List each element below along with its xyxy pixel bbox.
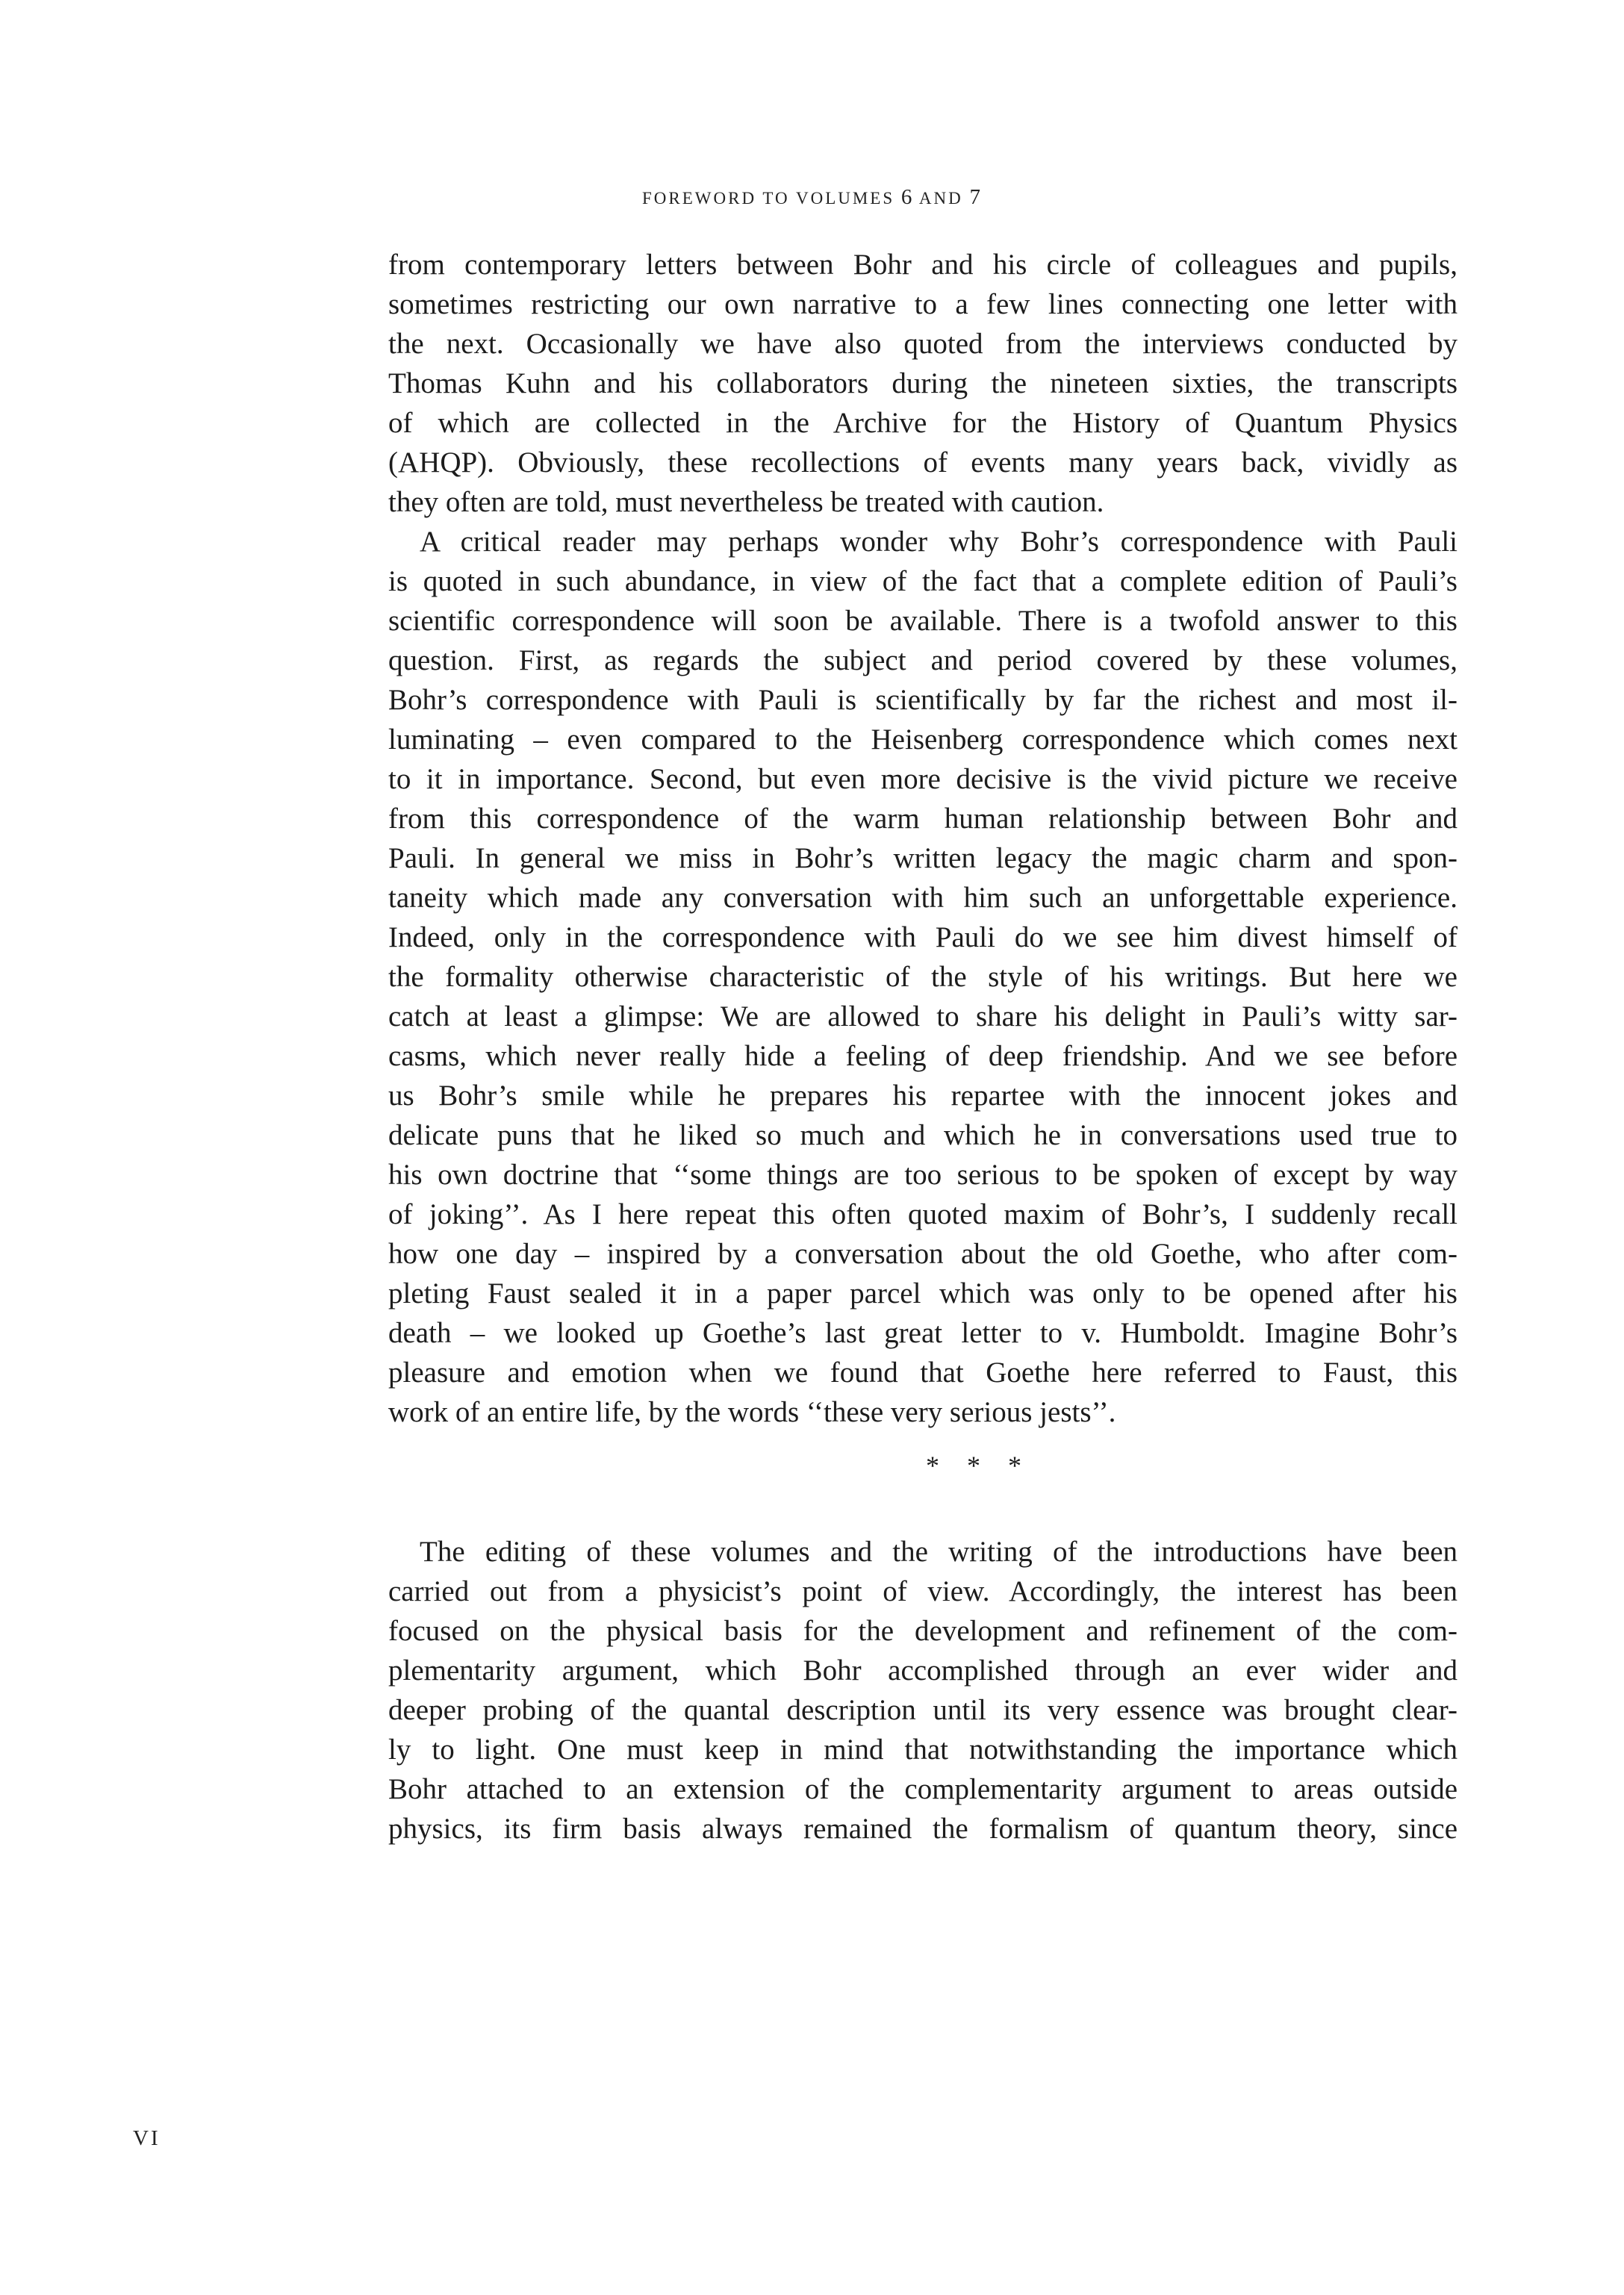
text-line: Bohr’s correspondence with Pauli is scientifically by far the richest and most il- xyxy=(388,684,1457,716)
running-head-volume-a: 6 xyxy=(900,185,914,209)
running-head xyxy=(0,185,1624,210)
text-line: the next. Occasionally we have also quoted from the interviews conducted by xyxy=(388,328,1457,360)
paragraph-1 xyxy=(388,245,1457,522)
text-line: Bohr attached to an extension of the complementarity argument to areas outside xyxy=(388,1773,1457,1805)
page-number: VI xyxy=(133,2126,161,2150)
text-line: of joking’’. As I here repeat this often quoted maxim of Bohr’s, I suddenly recall xyxy=(388,1198,1457,1230)
text-line: from contemporary letters between Bohr and his circle of colleagues and pupils, xyxy=(388,249,1457,281)
text-line: casms, which never really hide a feeling of deep friendship. And we see before xyxy=(388,1040,1457,1072)
text-line: Pauli. In general we miss in Bohr’s written legacy the magic charm and spon- xyxy=(388,842,1457,874)
text-line: deeper probing of the quantal description until its very essence was brought clear- xyxy=(388,1694,1457,1726)
paragraph-3 xyxy=(388,1532,1457,1849)
text-line: work of an entire life, by the words ‘‘these very serious jests’’. xyxy=(388,1396,1116,1428)
text-line: plementarity argument, which Bohr accomplished through an ever wider and xyxy=(388,1654,1457,1687)
text-line: is quoted in such abundance, in view of the fact that a complete edition of Pauli’s xyxy=(388,565,1457,597)
text-line: carried out from a physicist’s point of view. Accordingly, the interest has been xyxy=(388,1575,1457,1607)
running-head-title: FOREWORD TO VOLUMES xyxy=(642,189,895,208)
text-line: taneity which made any conversation with him such an unforgettable experience. xyxy=(388,882,1457,914)
text-line: ly to light. One must keep in mind that notwithstanding the importance which xyxy=(388,1734,1457,1766)
text-line: from this correspondence of the warm human relationship between Bohr and xyxy=(388,803,1457,835)
section-break-asterisks: * * * xyxy=(926,1451,1032,1480)
text-line: physics, its firm basis always remained the formalism of quantum theory, since xyxy=(388,1813,1457,1845)
text-line: A critical reader may perhaps wonder why Bohr’s correspondence with Pauli xyxy=(420,526,1457,558)
text-line: Thomas Kuhn and his collaborators during the nineteen sixties, the transcripts xyxy=(388,367,1457,399)
text-line: death – we looked up Goethe’s last great letter to v. Humboldt. Imagine Bohr’s xyxy=(388,1317,1457,1349)
text-line: his own doctrine that ‘‘some things are too serious to be spoken of except by way xyxy=(388,1159,1457,1191)
text-line: how one day – inspired by a conversation about the old Goethe, who after com- xyxy=(388,1238,1457,1270)
text-line: pleting Faust sealed it in a paper parcel which was only to be opened after his xyxy=(388,1277,1457,1310)
running-head-and: AND xyxy=(918,189,963,208)
text-line: of which are collected in the Archive for the History of Quantum Physics xyxy=(388,407,1457,439)
text-line: Indeed, only in the correspondence with Pauli do we see him divest himself of xyxy=(388,921,1457,953)
text-line: pleasure and emotion when we found that Goethe here referred to Faust, this xyxy=(388,1357,1457,1389)
section-gap xyxy=(388,1499,1457,1532)
text-line: luminating – even compared to the Heisenberg correspondence which comes next xyxy=(388,723,1457,756)
text-line: scientific correspondence will soon be available. There is a twofold answer to this xyxy=(388,605,1457,637)
text-line: to it in importance. Second, but even more decisive is the vivid picture we receive xyxy=(388,763,1457,795)
paragraph-2 xyxy=(388,522,1457,1432)
text-line: delicate puns that he liked so much and which he in conversations used true to xyxy=(388,1119,1457,1151)
running-head-volume-b: 7 xyxy=(969,185,982,209)
text-line: focused on the physical basis for the development and refinement of the com- xyxy=(388,1615,1457,1647)
body-text xyxy=(388,245,1457,1849)
text-line: us Bohr’s smile while he prepares his repartee with the innocent jokes and xyxy=(388,1080,1457,1112)
text-line: the formality otherwise characteristic of the style of his writings. But here we xyxy=(388,961,1457,993)
text-line: sometimes restricting our own narrative to a few lines connecting one letter with xyxy=(388,288,1457,320)
text-line: The editing of these volumes and the writing of the introductions have been xyxy=(420,1536,1457,1568)
text-line: catch at least a glimpse: We are allowed to share his delight in Pauli’s witty sar- xyxy=(388,1000,1457,1033)
text-line: question. First, as regards the subject and period covered by these volumes, xyxy=(388,644,1457,676)
text-line: they often are told, must nevertheless be treated with caution. xyxy=(388,486,1104,518)
text-line: (AHQP). Obviously, these recollections of events many years back, vividly as xyxy=(388,446,1457,479)
